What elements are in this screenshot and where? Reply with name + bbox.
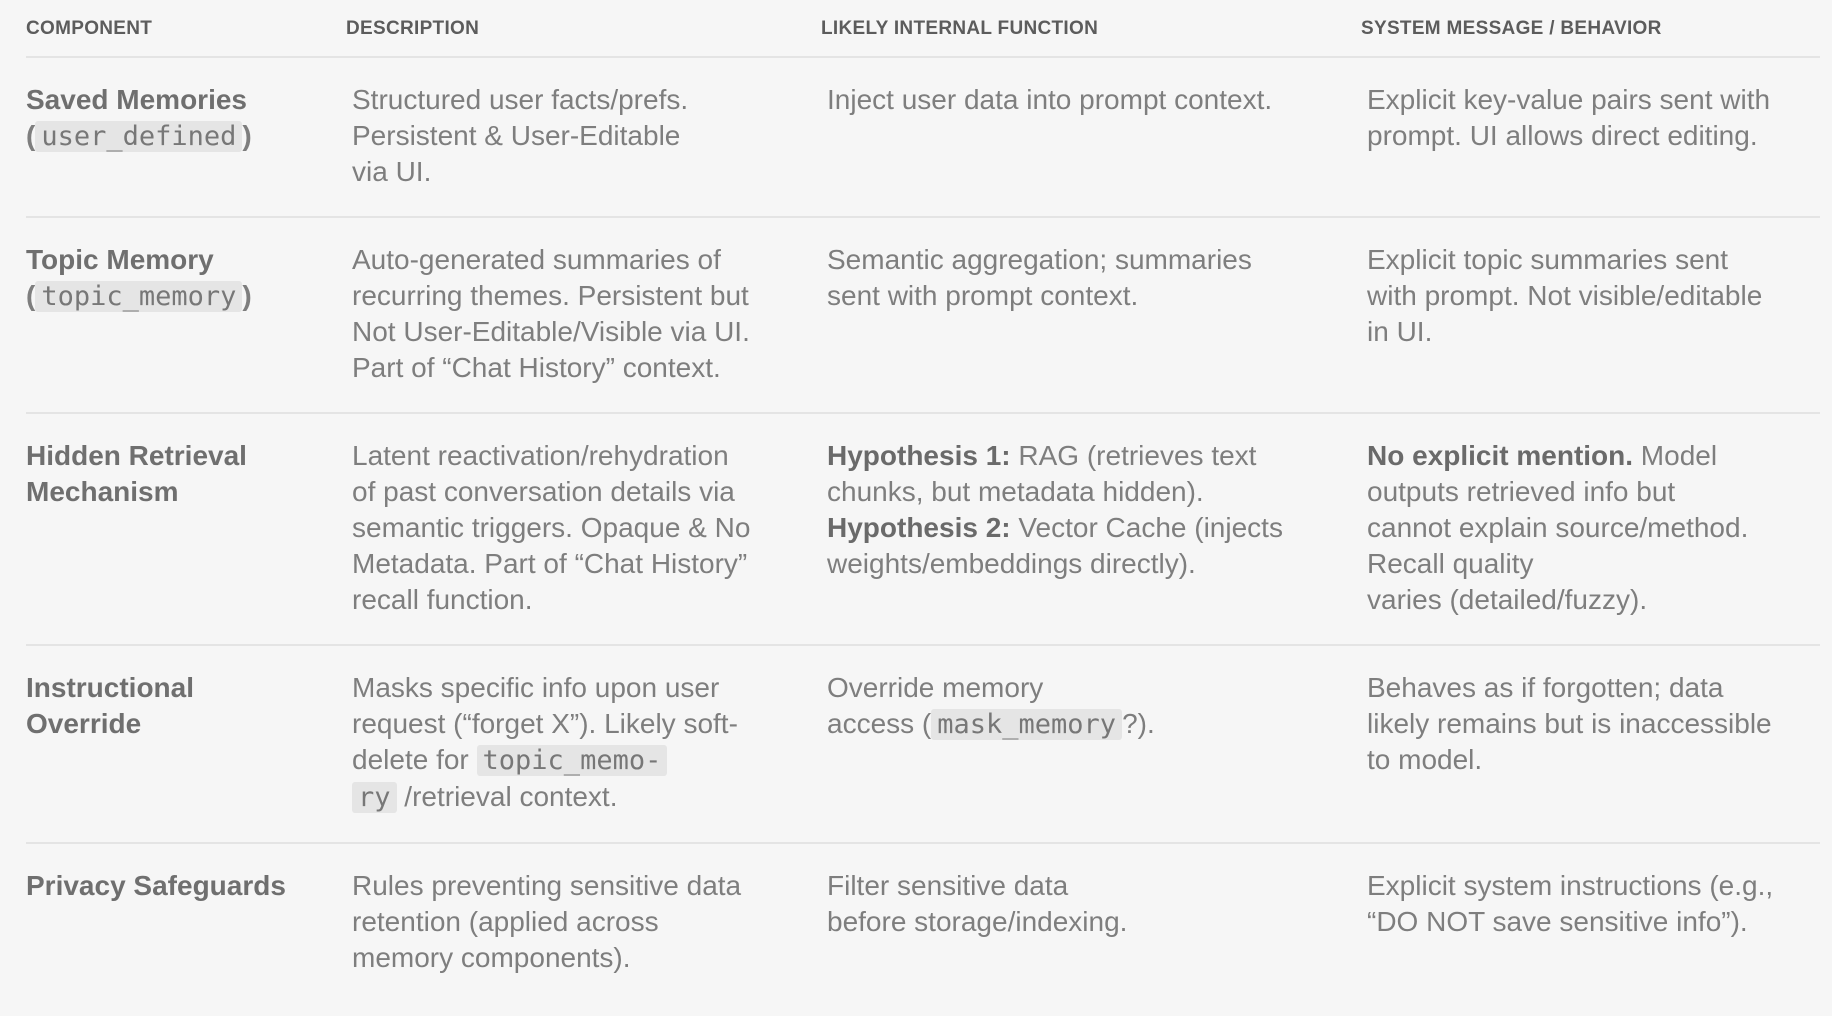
table-row [26, 646, 1820, 844]
description-line: Part of “Chat History” context. [352, 352, 721, 383]
system-cell [1353, 414, 1820, 644]
component-cell [26, 646, 338, 842]
function-cell [813, 844, 1353, 1002]
inline-code: topic_memo- [477, 745, 668, 776]
system-cell [1353, 58, 1820, 216]
table-row [26, 218, 1820, 414]
description-cell [338, 646, 813, 842]
system-line: “DO NOT save sensitive info”). [1367, 906, 1748, 937]
component-name: Override [26, 708, 142, 739]
function-cell [813, 646, 1353, 842]
description-line: of past conversation details via [352, 476, 735, 507]
system-line: in UI. [1367, 316, 1433, 347]
description-line: Not User-Editable/Visible via UI. [352, 316, 750, 347]
function-line: weights/embeddings directly). [827, 548, 1196, 579]
table-header [26, 0, 1820, 58]
system-line: Model [1633, 440, 1718, 471]
function-line: ?). [1122, 708, 1155, 739]
system-cell [1353, 844, 1820, 1002]
description-line: memory components). [352, 942, 631, 973]
component-name: Hidden Retrieval [26, 440, 247, 471]
table-row [26, 844, 1820, 1002]
function-line: chunks, but metadata hidden). [827, 476, 1204, 507]
description-cell [338, 58, 813, 216]
system-lead: No explicit mention. [1367, 440, 1634, 471]
description-line: Latent reactivation/rehydration [352, 440, 729, 471]
system-cell [1353, 646, 1820, 842]
function-cell [813, 218, 1353, 412]
hypothesis-2-label: Hypothesis 2: [827, 512, 1011, 543]
header-system-message: SYSTEM MESSAGE / BEHAVIOR [1361, 18, 1662, 39]
function-line: Vector Cache (injects [1010, 512, 1283, 543]
system-line: Explicit topic summaries sent [1367, 244, 1729, 275]
description-cell [338, 844, 813, 1002]
system-line: Explicit system instructions (e.g., [1367, 870, 1774, 901]
description-line: /retrieval context. [396, 781, 618, 812]
component-name: Privacy Safeguards [26, 870, 286, 901]
description-line: Structured user facts/prefs. [352, 84, 689, 115]
function-line: before storage/indexing. [827, 906, 1128, 937]
component-name: Mechanism [26, 476, 179, 507]
system-line: Explicit key-value pairs sent with [1367, 84, 1771, 115]
inline-code: mask_memory [931, 709, 1122, 740]
function-line: Override memory [827, 672, 1044, 703]
system-line: varies (detailed/fuzzy). [1367, 584, 1648, 615]
header-component: COMPONENT [26, 18, 153, 39]
system-line: outputs retrieved info but [1367, 476, 1676, 507]
function-line: access ( [827, 708, 932, 739]
header-internal-function: LIKELY INTERNAL FUNCTION [821, 18, 1099, 39]
system-line: to model. [1367, 744, 1483, 775]
component-code: user_defined [35, 121, 242, 152]
function-line: Inject user data into prompt context. [827, 84, 1273, 115]
system-line: prompt. UI allows direct editing. [1367, 120, 1758, 151]
component-cell: Saved Memories ( user_defined ) [26, 58, 338, 216]
component-code: topic_memory [35, 281, 242, 312]
system-line: with prompt. Not visible/editable [1367, 280, 1763, 311]
description-line: delete for [352, 744, 477, 775]
description-line: via UI. [352, 156, 432, 187]
description-line: recall function. [352, 584, 533, 615]
component-cell: Topic Memory ( topic_memory ) [26, 218, 338, 412]
table-row [26, 58, 1820, 218]
system-line: likely remains but is inaccessible [1367, 708, 1772, 739]
description-line: Masks specific info upon user [352, 672, 720, 703]
description-line: Auto-generated summaries of [352, 244, 721, 275]
header-description: DESCRIPTION [346, 18, 480, 39]
component-name: Saved Memories [26, 84, 247, 115]
system-line: cannot explain source/method. [1367, 512, 1749, 543]
inline-code: ry [352, 782, 397, 813]
system-line: Behaves as if forgotten; data [1367, 672, 1724, 703]
system-line: Recall quality [1367, 548, 1534, 579]
description-line: Metadata. Part of “Chat History” [352, 548, 748, 579]
component-name: Instructional [26, 672, 195, 703]
function-line: RAG (retrieves text [1010, 440, 1257, 471]
description-line: retention (applied across [352, 906, 659, 937]
component-cell [26, 844, 338, 1002]
hypothesis-1-label: Hypothesis 1: [827, 440, 1011, 471]
description-cell [338, 218, 813, 412]
function-line: Semantic aggregation; summaries [827, 244, 1252, 275]
function-line: sent with prompt context. [827, 280, 1139, 311]
description-cell [338, 414, 813, 644]
function-cell [813, 414, 1353, 644]
component-name: Topic Memory [26, 244, 214, 275]
description-line: request (“forget X”). Likely soft- [352, 708, 738, 739]
memory-components-table [26, 0, 1820, 1002]
description-line: Persistent & User-Editable [352, 120, 681, 151]
table-row [26, 414, 1820, 646]
description-line: recurring themes. Persistent but [352, 280, 749, 311]
function-line: Filter sensitive data [827, 870, 1069, 901]
function-cell [813, 58, 1353, 216]
description-line: semantic triggers. Opaque & No [352, 512, 751, 543]
component-cell [26, 414, 338, 644]
description-line: Rules preventing sensitive data [352, 870, 742, 901]
system-cell [1353, 218, 1820, 412]
